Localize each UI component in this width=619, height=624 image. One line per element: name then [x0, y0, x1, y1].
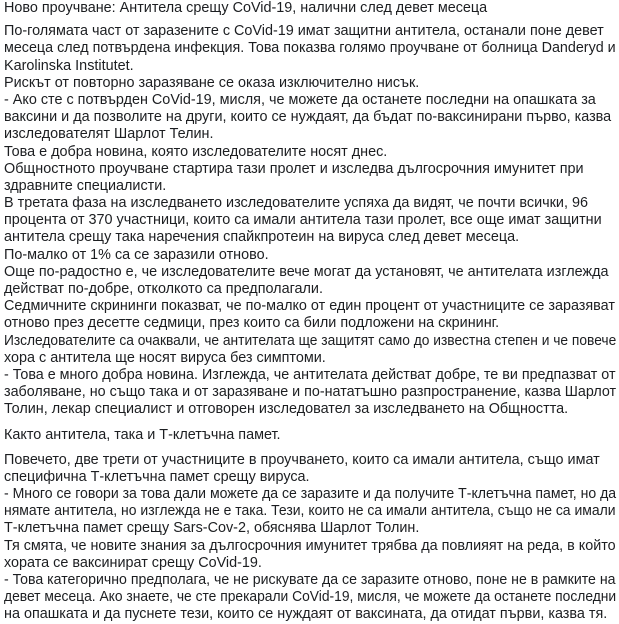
text-line: месеца след потвърдена инфекция. Това показва голямо проучване от болница Danderyd и — [4, 40, 616, 57]
text-line: В третата фаза на изследването изследователите успяха да видят, че почти всички, 96 — [4, 195, 588, 212]
text-line: ваксини и да позволите на други, които се нуждаят, да бъдат по-ваксинирани първо, казва — [4, 109, 612, 126]
text-line: - Това е много добра новина. Изглежда, че антителата действат добре, те ви предпазват от — [4, 366, 616, 383]
text-line: Това е добра новина, която изследователите носят днес. — [4, 143, 388, 160]
text-line: на опашката и да пуснете тези, които се нуждаят от ваксината, да отидат първи, казва тя. — [4, 606, 608, 623]
text-line: Karolinska Institutet. — [4, 57, 134, 74]
text-line: хора с антитела ще носят вируса без симптоми. — [4, 349, 326, 366]
text-line: Толин, лекар специалист и отговорен изследовател за изследването на Общността. — [4, 401, 569, 418]
text-line: По-малко от 1% са се заразили отново. — [4, 246, 269, 263]
text-line: Още по-радостно е, че изследователите вече могат да установят, че антителата изглежда — [4, 263, 609, 280]
text-line: процента от 370 участници, които са имали антитела тази пролет, все още имат защитни — [4, 212, 602, 229]
text-line: изследователят Шарлот Телин. — [4, 126, 214, 143]
text-line: По-голямата част от заразените с CoVid-19 имат защитни антитела, останали поне девет — [4, 23, 604, 40]
text-line: хората се ваксинират срещу CoVid-19. — [4, 554, 262, 571]
text-line: Рискът от повторно заразяване се оказа изключително нисък. — [4, 74, 420, 91]
text-line: Т-клетъчна памет срещу Sars-Cov-2, обяснява Шарлот Толин. — [4, 520, 420, 537]
text-line: нямате антитела, но изглежда не е така. Тези, които не са имали антитела, също не са имали — [4, 503, 616, 520]
text-line: заболяване, но също така и от заразяване и по-нататъшно разпространение, казва Шарлот — [4, 384, 617, 401]
paragraph-spacer — [4, 444, 616, 452]
post-title: Ново проучване: Антитела срещу CoVid-19, налични след девет месеца — [4, 0, 488, 16]
text-line: - Това категорично предполага, че не рискувате да се заразите отново, поне не в рамките на — [4, 572, 616, 588]
text-line: Общностното проучване стартира тази пролет и изследва дългосрочния имунитет при — [4, 160, 584, 177]
text-line: Седмичните скрининги показват, че по-малко от един процент от участниците се заразяват — [4, 298, 615, 315]
text-line: Изследователите са очаквали, че антителата ще защитят само до известна степен и че повече — [4, 332, 617, 349]
post-body — [4, 0, 616, 624]
paragraph-main — [4, 23, 616, 418]
text-line: девет месеца. Ако знаете, че сте прекарали CoVid-19, мисля, че можете да останете последни — [4, 589, 617, 606]
text-line: - Ако сте с потвърден CoVid-19, мисля, че можете да останете последни на опашката за — [4, 91, 596, 108]
text-line: специфична Т-клетъчна памет срещу вируса. — [4, 468, 310, 485]
text-line: отново през десетте седмици, през които са били подложени на скрининг. — [4, 315, 500, 332]
text-line: Повечето, две трети от участниците в проучването, които са имали антитела, също имат — [4, 451, 600, 468]
text-line: действат по-добре, отколкото са предполагали. — [4, 281, 323, 297]
paragraph-subheading — [4, 427, 616, 444]
text-line: - Много се говори за това дали можете да се заразите и да получите Т-клетъчна памет, но да — [4, 486, 617, 503]
paragraph-spacer — [4, 419, 616, 427]
text-line: антитела срещу така наречения спайкпротеин на вируса след девет месеца. — [4, 229, 520, 246]
text-line: здравните специалисти. — [4, 177, 167, 194]
paragraph-tcell — [4, 452, 616, 624]
section-subheading: Както антитела, така и Т-клетъчна памет. — [4, 426, 281, 443]
text-line: Тя смята, че новите знания за дългосрочния имунитет трябва да повлияят на реда, в който — [4, 537, 616, 554]
